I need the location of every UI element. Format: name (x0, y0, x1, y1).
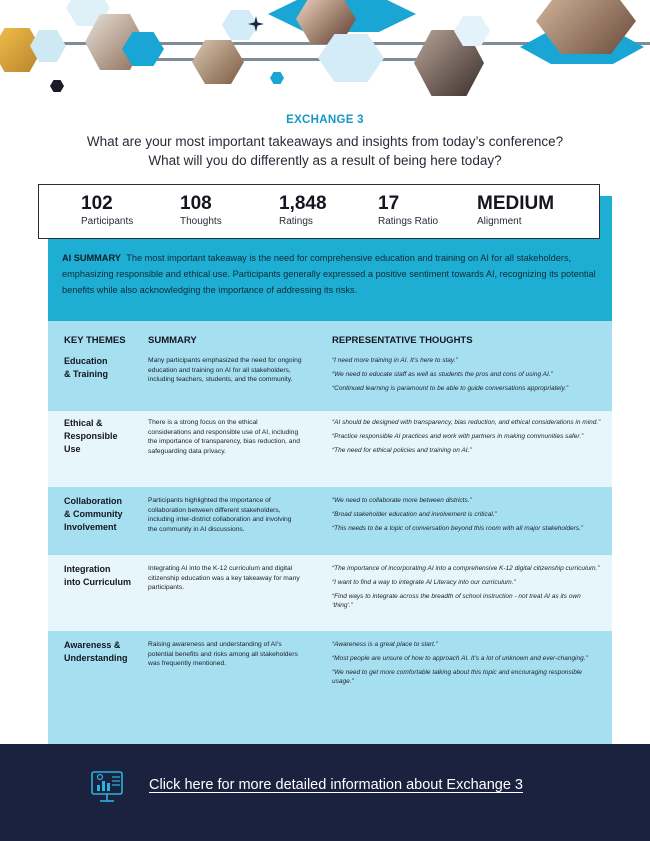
stat-value: 1,848 (279, 193, 327, 214)
thought-quote: “The importance of incorporating AI into a comprehensive K-12 digital citizenship curriculum.” (332, 565, 600, 572)
theme-summary: Many participants emphasized the need for ongoing education and training on AI for all stakeholders, including teachers, students, and the community. (148, 357, 302, 383)
thought-quote: “I need more training in AI. It’s here to stay.” (332, 357, 458, 364)
ai-summary-text: The most important takeaway is the need for comprehensive education and training on AI for all stakeholders, emphasizing responsible and ethical use. Participants generally expressed a positive sentiment towards AI, recognizing its potential benefits while also acknowledging the importance of addressing its risks. (62, 253, 596, 295)
table-row (48, 351, 612, 411)
representative-thoughts (332, 639, 612, 745)
exchange-label: EXCHANGE 3 (286, 114, 364, 126)
thought-quote: “Broad stakeholder education and involvement is critical.” (332, 511, 497, 518)
theme-line: Ethical & (64, 418, 103, 428)
stat-alignment (477, 193, 576, 238)
theme-line: Awareness & (64, 640, 121, 650)
theme-name (48, 355, 148, 411)
theme-name (48, 563, 148, 631)
representative-thoughts (332, 495, 612, 555)
ai-summary-heading: AI SUMMARY (62, 253, 121, 263)
thought-quote: “The need for ethical policies and training on AI.” (332, 447, 472, 454)
thought-quote: “This needs to be a topic of conversation beyond this room with all major stakeholders.” (332, 525, 584, 532)
stat-value: 108 (180, 193, 212, 214)
theme-line: Involvement (64, 522, 117, 532)
theme-summary: Integrating AI into the K-12 curriculum and digital citizenship education was a key takeaway for many participants. (148, 565, 300, 591)
thought-quote: “Continued learning is paramount to be able to guide conversations appropriately.” (332, 385, 569, 392)
theme-line: Integration (64, 564, 111, 574)
stat-participants (81, 193, 180, 238)
theme-line: & Community (64, 509, 123, 519)
stat-ratings-ratio (378, 193, 477, 238)
thought-quote: “We need to educate staff as well as students the pros and cons of using AI.” (332, 371, 553, 378)
stat-label: Participants (81, 216, 134, 227)
theme-summary: There is a strong focus on the ethical considerations and responsible use of AI, including the importance of transparency, bias reduction, and safeguarding data privacy. (148, 419, 300, 455)
stat-label: Alignment (477, 216, 522, 227)
table-row (48, 631, 612, 745)
thought-quote: “Most people are unsure of how to approach AI. It’s a lot of unknown and ever-changing.” (332, 655, 588, 662)
stat-value: 17 (378, 193, 400, 214)
stat-value: 102 (81, 193, 113, 214)
header-collage (0, 0, 650, 108)
desks-photo (192, 40, 244, 84)
themes-table (48, 321, 612, 745)
theme-summary: Raising awareness and understanding of AI’s potential benefits and risks among all stakeholders was frequently mentioned. (148, 641, 298, 667)
stat-value: MEDIUM (477, 193, 555, 214)
exchange-details-link[interactable]: Click here for more detailed information about Exchange 3 (149, 777, 523, 793)
theme-line: into Curriculum (64, 577, 131, 587)
theme-line: Use (64, 444, 81, 454)
representative-thoughts (332, 563, 612, 631)
table-row (48, 555, 612, 631)
decor-hexagon (270, 72, 284, 84)
thought-quote: “Awareness is a great place to start.” (332, 641, 438, 648)
thought-quote: “AI should be designed with transparency, bias reduction, and ethical considerations in mind.” (332, 419, 601, 426)
theme-line: Responsible (64, 431, 118, 441)
theme-summary: Participants highlighted the importance of collaboration between different stakeholders, including inter-district collaboration and involving the community in AI discussions. (148, 497, 292, 533)
question-line: What are your most important takeaways and insights from today’s conference? (86, 134, 564, 149)
stat-ratings (279, 193, 378, 238)
ai-summary (62, 250, 602, 298)
table-header (48, 321, 612, 351)
decor-hexagon (50, 80, 64, 92)
theme-name (48, 639, 148, 745)
stats-box (38, 184, 600, 239)
presentation-screen-icon (90, 770, 128, 804)
theme-name (48, 495, 148, 555)
stat-thoughts (180, 193, 279, 238)
thought-quote: “Find ways to integrate across the breadth of school instruction - not treat AI as its own ‘thing’.” (332, 593, 581, 609)
stat-label: Ratings (279, 216, 313, 227)
thought-quote: “We need to collaborate more between districts.” (332, 497, 472, 504)
footer (0, 744, 650, 841)
representative-thoughts (332, 417, 612, 487)
theme-line: Collaboration (64, 496, 122, 506)
thought-quote: “I want to find a way to integrate AI Literacy into our curriculum.” (332, 579, 516, 586)
table-row (48, 487, 612, 555)
thought-quote: “We need to get more comfortable talking about this topic and encouraging responsible usage.” (332, 669, 582, 685)
theme-name (48, 417, 148, 487)
question-line: What will you do differently as a result of being here today? (148, 153, 502, 168)
header-key-themes: KEY THEMES (64, 335, 126, 346)
exchange-question (40, 132, 610, 170)
stat-label: Thoughts (180, 216, 222, 227)
stat-label: Ratings Ratio (378, 216, 439, 227)
header-representative-thoughts: REPRESENTATIVE THOUGHTS (332, 335, 473, 346)
table-row (48, 411, 612, 487)
theme-line: & Training (64, 369, 109, 379)
theme-line: Education (64, 356, 108, 366)
header-summary: SUMMARY (148, 335, 197, 346)
thought-quote: “Practice responsible AI practices and work with partners in making communities safer.” (332, 433, 584, 440)
theme-line: Understanding (64, 653, 128, 663)
representative-thoughts (332, 355, 612, 411)
